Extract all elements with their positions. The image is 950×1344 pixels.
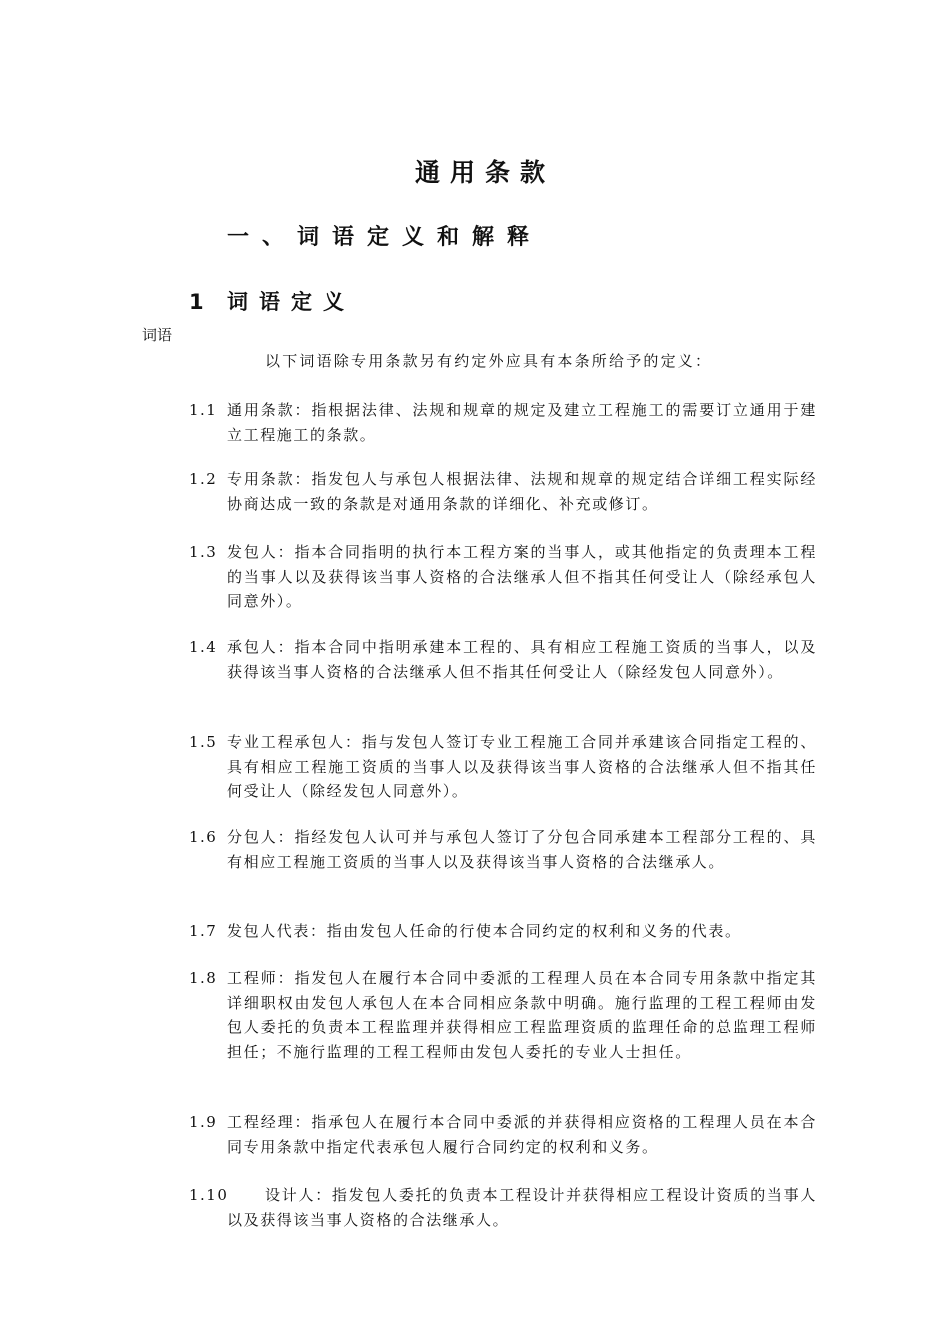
- definition-number: 1.5: [189, 733, 218, 751]
- definition-item: [189, 1183, 829, 1232]
- section-heading: 一、词语定义和解释: [227, 225, 543, 250]
- definition-text: 通用条款：指根据法律、法规和规章的规定及建立工程施工的需要订立通用于建立工程施工的条款。: [227, 401, 817, 444]
- definition-item: [189, 635, 829, 684]
- definition-number: 1.2: [189, 470, 218, 488]
- definition-number: 1.4: [189, 638, 218, 656]
- document-title: 通用条款: [414, 158, 555, 187]
- definition-text: 工程师：指发包人在履行本合同中委派的工程理人员在本合同专用条款中指定其详细职权由发包人承包人在本合同相应条款中明确。施行监理的工程工程师由发包人委托的负责本工程监理并获得相应工程监理资质的监理任命的总监理工程师担任；不施行监理的工程工程师由发包人委托的专业人士担任。: [227, 969, 817, 1061]
- definition-number: 1.9: [189, 1113, 218, 1131]
- definition-number: 1.10: [189, 1186, 229, 1204]
- definition-text: 专用条款：指发包人与承包人根据法律、法规和规章的规定结合详细工程实际经协商达成一致的条款是对通用条款的详细化、补充或修订。: [227, 470, 817, 513]
- margin-note: 词语: [142, 327, 173, 344]
- definition-item: [189, 1110, 829, 1159]
- subsection-number: 1: [189, 290, 204, 314]
- definition-item: [189, 919, 829, 944]
- definition-item: [189, 966, 829, 1064]
- definition-item: [189, 730, 829, 804]
- definition-item: [189, 467, 829, 516]
- definition-text: 发包人代表：指由发包人任命的行使本合同约定的权利和义务的代表。: [227, 922, 742, 940]
- definition-number: 1.6: [189, 828, 218, 846]
- subsection-title: 词语定义: [227, 290, 355, 314]
- definition-text: 专业工程承包人：指与发包人签订专业工程施工合同并承建该合同指定工程的、具有相应工程施工资质的当事人以及获得该当事人资格的合法继承人但不指其任何受让人（除经发包人同意外）。: [227, 733, 817, 800]
- definition-text: 分包人：指经发包人认可并与承包人签订了分包合同承建本工程部分工程的、具有相应工程施工资质的当事人以及获得该当事人资格的合法继承人。: [227, 828, 817, 871]
- definition-text: 工程经理：指承包人在履行本合同中委派的并获得相应资格的工程理人员在本合同专用条款中指定代表承包人履行合同约定的权利和义务。: [227, 1113, 817, 1156]
- definition-item: [189, 825, 829, 874]
- definition-number: 1.3: [189, 543, 218, 561]
- definition-item: [189, 398, 829, 447]
- definition-text: 承包人：指本合同中指明承建本工程的、具有相应工程施工资质的当事人，以及获得该当事人资格的合法继承人但不指其任何受让人（除经发包人同意外）。: [227, 638, 817, 681]
- intro-paragraph: 以下词语除专用条款另有约定外应具有本条所给予的定义：: [265, 352, 713, 370]
- definition-item: [189, 540, 829, 614]
- definition-number: 1.7: [189, 922, 218, 940]
- definition-number: 1.8: [189, 969, 218, 987]
- definition-number: 1.1: [189, 401, 218, 419]
- definition-text: 发包人：指本合同指明的执行本工程方案的当事人，或其他指定的负责理本工程的当事人以及获得该当事人资格的合法继承人但不指其任何受让人（除经承包人同意外）。: [227, 543, 817, 610]
- subsection-heading: [189, 286, 355, 316]
- definition-text: 设计人：指发包人委托的负责本工程设计并获得相应工程设计资质的当事人以及获得该当事人资格的合法继承人。: [227, 1186, 817, 1229]
